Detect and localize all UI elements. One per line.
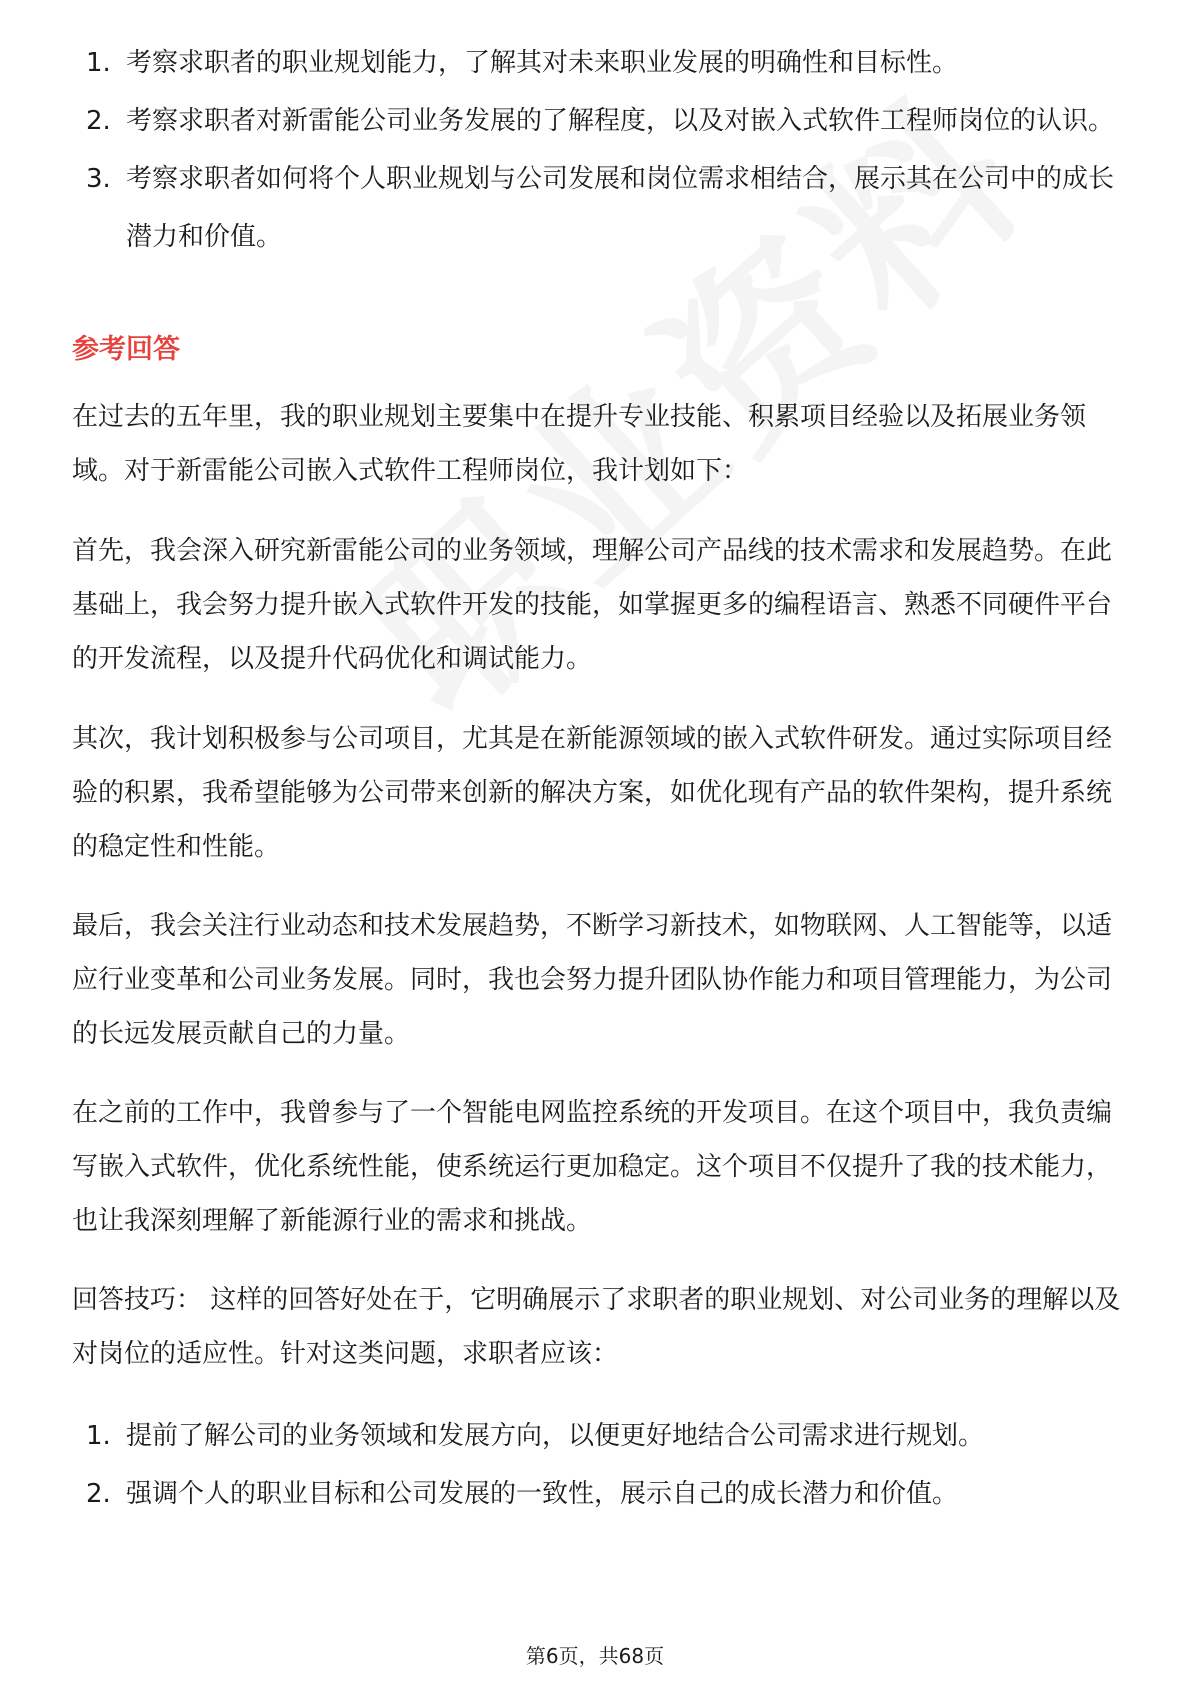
list-item: [72, 1407, 1122, 1465]
list-item-number: 2.: [86, 1479, 111, 1509]
list-item-text: 考察求职者如何将个人职业规划与公司发展和岗位需求相结合，展示其在公司中的成长潜力和价值。: [126, 164, 1115, 252]
paragraph: 回答技巧： 这样的回答好处在于，它明确展示了求职者的职业规划、对公司业务的理解以及对岗位的适应性。针对这类问题，求职者应该：: [72, 1285, 1121, 1369]
list-item-number: 1.: [86, 1421, 111, 1451]
intent-list: [72, 34, 1122, 266]
list-item-text: 提前了解公司的业务领域和发展方向，以便更好地结合公司需求进行规划。: [126, 1421, 985, 1451]
list-item: [72, 1465, 1122, 1523]
page-footer: 第6页，共68页: [525, 1644, 665, 1668]
list-item-number: 3.: [86, 164, 111, 194]
paragraph: 其次，我计划积极参与公司项目，尤其是在新能源领域的嵌入式软件研发。通过实际项目经验的积累，我希望能够为公司带来创新的解决方案，如优化现有产品的软件架构，提升系统的稳定性和性能。: [72, 724, 1113, 862]
tips-list: [72, 1407, 1122, 1523]
paragraph: 首先，我会深入研究新雷能公司的业务领域，理解公司产品线的技术需求和发展趋势。在此基础上，我会努力提升嵌入式软件开发的技能，如掌握更多的编程语言、熟悉不同硬件平台的开发流程，以及提升代码优化和调试能力。: [72, 536, 1113, 674]
list-item-text: 考察求职者的职业规划能力，了解其对未来职业发展的明确性和目标性。: [126, 48, 959, 78]
list-item-number: 2.: [86, 106, 111, 136]
paragraph: 在之前的工作中，我曾参与了一个智能电网监控系统的开发项目。在这个项目中，我负责编写嵌入式软件，优化系统性能，使系统运行更加稳定。这个项目不仅提升了我的技术能力，也让我深刻理解了新能源行业的需求和挑战。: [72, 1098, 1113, 1236]
list-item: [72, 92, 1122, 150]
list-item-text: 强调个人的职业目标和公司发展的一致性，展示自己的成长潜力和价值。: [126, 1479, 959, 1509]
section-heading: 参考回答: [72, 334, 180, 365]
list-item: [72, 34, 1122, 92]
paragraph: 最后，我会关注行业动态和技术发展趋势，不断学习新技术，如物联网、人工智能等，以适应行业变革和公司业务发展。同时，我也会努力提升团队协作能力和项目管理能力，为公司的长远发展贡献自己的力量。: [72, 911, 1113, 1049]
list-item-number: 1.: [86, 48, 111, 78]
list-item-text: 考察求职者对新雷能公司业务发展的了解程度，以及对嵌入式软件工程师岗位的认识。: [126, 106, 1115, 136]
paragraph: 在过去的五年里，我的职业规划主要集中在提升专业技能、积累项目经验以及拓展业务领域。对于新雷能公司嵌入式软件工程师岗位，我计划如下：: [72, 402, 1087, 486]
list-item: [72, 150, 1122, 266]
